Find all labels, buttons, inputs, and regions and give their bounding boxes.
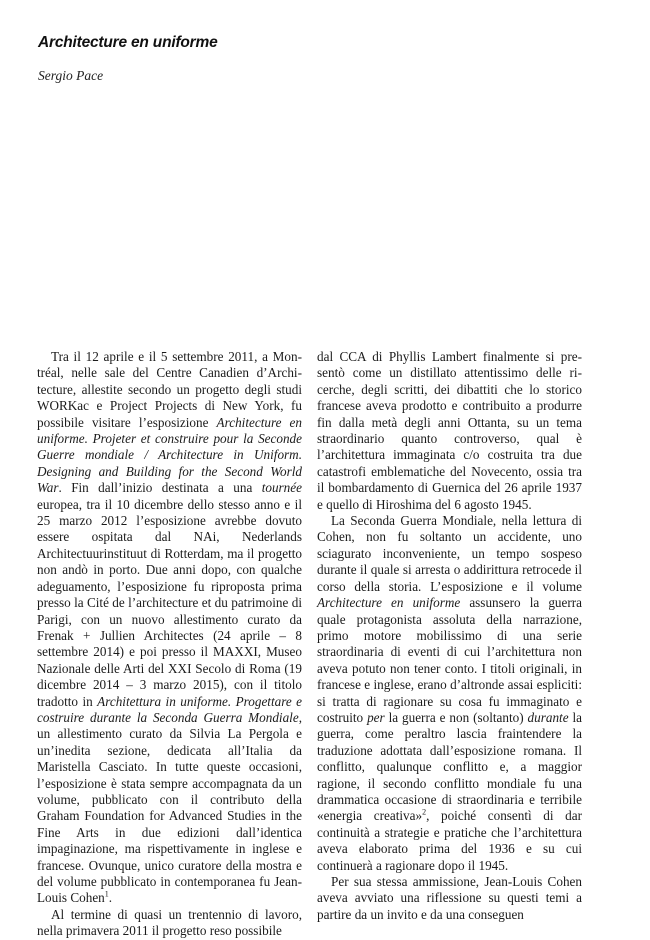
- paragraph: [317, 513, 582, 874]
- text-run: , un allestimento curato da Silvia La Pergola e un’inedita sezione, dedicata all’Italia da Maristella Casciato. In tutte queste occasioni, l’esposizione è stata sempre accompagnata da un volume, pubblicato con il contributo della Graham Foundation for Advanced Studies in the Fine Arts in due edizioni dall’identica impaginazione, ma rispettivamente in inglese e francese. Ovunque, unico curatore della mostra e del volume pubblicato in contemporanea fu Jean-Louis Cohen: [37, 709, 302, 906]
- italic-text: Architecture en uniforme. Projeter et construire pour la Seconde Guerre mondiale / Architecture in Uniform. Designing and Building for the Second World War: [37, 414, 302, 496]
- text-run: la guerra e non (soltanto): [384, 709, 528, 725]
- italic-text: per: [367, 709, 385, 725]
- italic-text: durante: [527, 709, 569, 725]
- italic-text: tournée: [261, 480, 302, 496]
- paragraph: [37, 349, 302, 907]
- article-title: Architecture en uniforme: [38, 34, 218, 51]
- text-run: . Fin dall’inizio destinata a una: [58, 480, 262, 496]
- footnote-marker: 2: [422, 807, 427, 817]
- italic-text: Architecture en uniforme: [317, 595, 461, 611]
- text-run: , poiché consentì di dar continuità a strategie e pratiche che l’architettura aveva elaborato prima del 1936 e su cui continuerà a ragionare dopo il 1945.: [317, 808, 582, 873]
- text-run: Tra il 12 aprile e il 5 settembre 2011, a Montréal, nelle sale del Centre Canadien d’Architecture, allestite secondo un progetto degli studi WORKac e Project Projects di New York, fu possibile visitare l’esposizione: [37, 349, 302, 430]
- paragraph: [37, 907, 302, 940]
- text-run: europea, tra il 10 dicembre dello stesso anno e il 25 marzo 2012 l’esposizione avrebbe dovuto essere ospitata dal NAi, Nederlands Architectuurinstituut di Rotterdam, ma il progetto non andò in porto. Due anni dopo, con qualche adeguamento, l’esposizione fu riproposta prima presso la Cité de l’architecture et du patrimoine di Parigi, con un nuovo allestimento curato da Frenak + Jullien Architectes (24 aprile – 8 settembre 2014) e poi presso il MAXXI, Museo Nazionale delle Arti del XXI Secolo di Roma (19 dicembre 2014 – 3 marzo 2015), con il titolo tradotto in: [37, 496, 302, 709]
- text-run: assunsero la guerra quale protagonista assoluta della narrazione, primo motore mobilissimo di una serie straordinaria di eventi di cui l’architettura non aveva potuto non tener conto. I titoli originali, in francese e inglese, erano d’altronde assai espliciti: si tratta di ragionare su cosa fu immaginato e costruito: [317, 595, 582, 725]
- article-author: Sergio Pace: [38, 68, 104, 83]
- paragraph: [317, 874, 582, 923]
- text-run: .: [108, 890, 113, 906]
- text-run: la guerra, come peraltro lascia fraintendere la traduzione adottata dall’esposizione romana. Il conflitto, qualunque conflitto e, a maggior ragione, il secondo conflitto mondiale fu una drammatica occasione di straordinaria e terribile «energia creativa»: [317, 709, 582, 824]
- italic-text: Architettura in uniforme. Progettare e costruire durante la Seconda Guerra Mondiale: [37, 693, 303, 725]
- text-run: Al termine di quasi un trentennio di lavoro, nella primavera 2011 il progetto reso possibile: [37, 906, 302, 939]
- footnote-marker: 1: [104, 890, 109, 900]
- paragraph: [317, 349, 582, 513]
- body-column-left: [37, 349, 302, 940]
- body-column-right: [317, 349, 582, 923]
- text-run: dal CCA di Phyllis Lambert finalmente si presentò come un distillato attentissimo delle ricerche, degli scritti, dei dibattiti che lo storico francese aveva prodotto e contribuito a produrre fin dalla metà degli anni Ottanta, su un tema straordinario quanto controverso, qual è l’architettura immaginata c/o costruita tra due catastrofi emblematiche del Novecento, ossia tra il bombardamento di Guernica del 26 aprile 1937 e quello di Hiroshima del 6 agosto 1945.: [317, 349, 582, 512]
- text-run: Per sua stessa ammissione, Jean-Louis Cohen aveva avviato una riflessione su questi temi a partire da un invito e da una conseguen: [317, 874, 582, 922]
- text-run: La Seconda Guerra Mondiale, nella lettura di Cohen, non fu soltanto un accidente, uno sciagurato inconveniente, un tempo sospeso durante il quale si arresta o addirittura retrocede il corso della storia. L’esposizione e il volume: [317, 513, 582, 594]
